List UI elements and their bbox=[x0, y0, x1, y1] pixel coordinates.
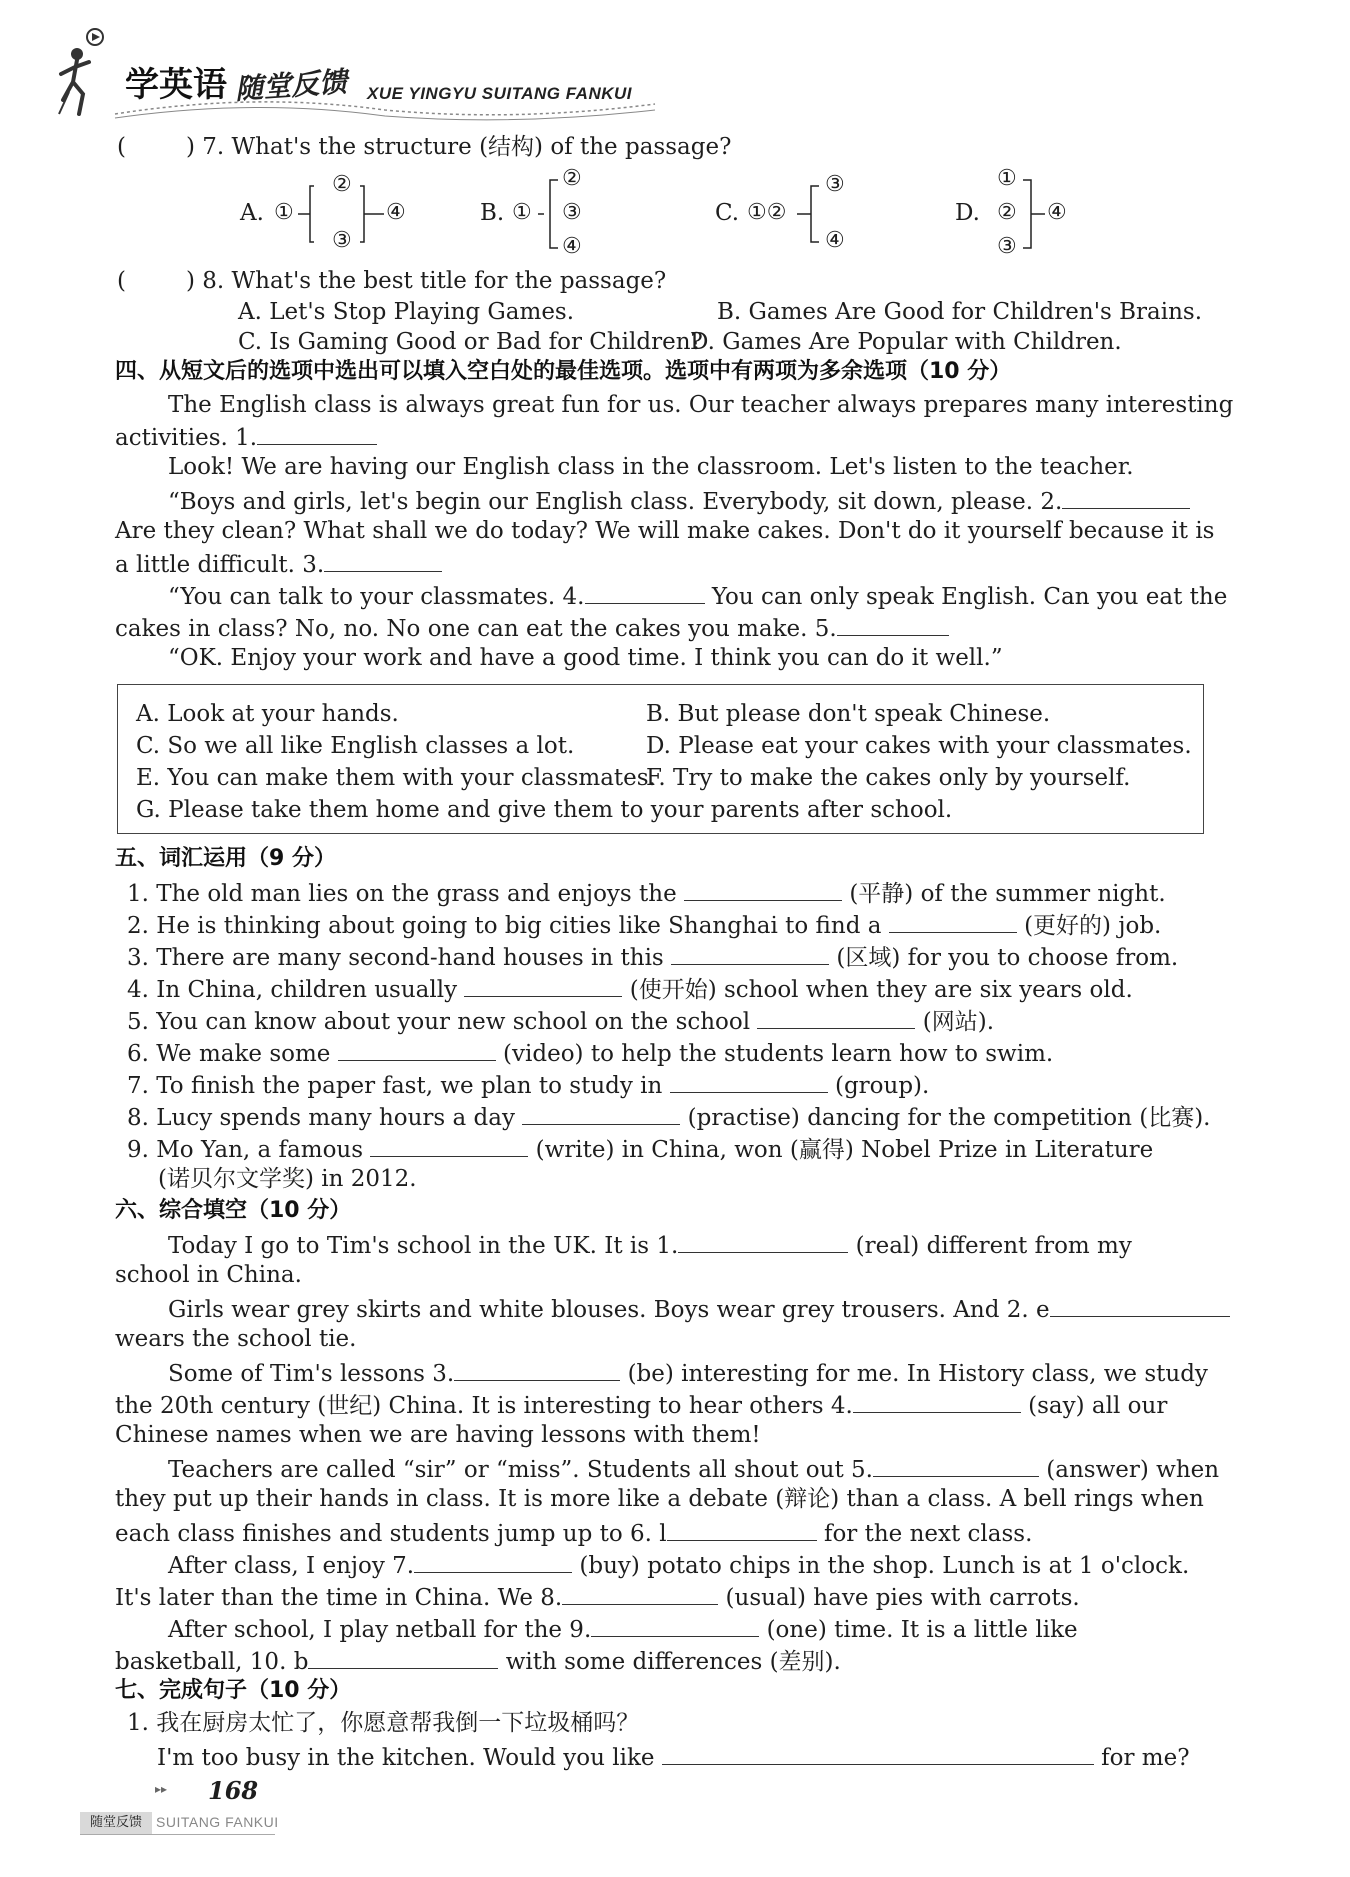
s5-item-9: 9. Mo Yan, a famous (write) in China, won (赢得) Nobel Prize in Literature bbox=[127, 1132, 1153, 1165]
question-8-text: 8. What's the best title for the passage? bbox=[202, 268, 667, 294]
s6-line-11: After class, I enjoy 7. (buy) potato chips in the shop. Lunch is at 1 o'clock. bbox=[168, 1548, 1189, 1581]
s5-blank-2[interactable] bbox=[889, 908, 1017, 933]
s4-para-1b: activities. 1. bbox=[115, 420, 377, 453]
s6-line-8: Teachers are called “sir” or “miss”. Students all shout out 5. (answer) when bbox=[168, 1452, 1219, 1485]
s6-line-5: Some of Tim's lessons 3. (be) interesting for me. In History class, we study bbox=[168, 1356, 1208, 1389]
q8-option-d: D. Games Are Popular with Children. bbox=[690, 329, 1122, 355]
option-g: G. Please take them home and give them to your parents after school. bbox=[136, 797, 953, 823]
s6-blank-1[interactable] bbox=[678, 1228, 848, 1253]
s6-blank-8[interactable] bbox=[562, 1580, 718, 1605]
page-arrow-icon: ▸▸ bbox=[155, 1782, 168, 1796]
s4-para-5: “OK. Enjoy your work and have a good time. I think you can do it well.” bbox=[168, 645, 1003, 671]
s6-line-1: Today I go to Tim's school in the UK. It is 1. (real) different from my bbox=[168, 1228, 1132, 1261]
s6-line-13: After school, I play netball for the 9. (one) time. It is a little like bbox=[168, 1612, 1078, 1645]
s4-para-2: Look! We are having our English class in the classroom. Let's listen to the teacher. bbox=[168, 454, 1134, 480]
section-6-heading: 六、综合填空（10 分） bbox=[115, 1198, 352, 1223]
option-f: F. Try to make the cakes only by yourself. bbox=[646, 765, 1131, 791]
q8-option-b: B. Games Are Good for Children's Brains. bbox=[717, 299, 1203, 325]
question-7-text: 7. What's the structure (结构) of the passage? bbox=[202, 134, 732, 160]
page-number: 168 bbox=[208, 1776, 259, 1805]
q8-option-c: C. Is Gaming Good or Bad for Children? bbox=[238, 329, 703, 355]
q7-option-b: B. ① ② ③ ④ bbox=[480, 166, 582, 259]
s6-blank-6[interactable] bbox=[667, 1516, 817, 1541]
s6-line-14: basketball, 10. b with some differences (差别). bbox=[115, 1644, 841, 1677]
s6-blank-2[interactable] bbox=[1050, 1292, 1230, 1317]
s5-item-2: 2. He is thinking about going to big cities like Shanghai to find a (更好的) job. bbox=[127, 908, 1161, 941]
s5-blank-8[interactable] bbox=[522, 1100, 680, 1125]
s4-para-1a: The English class is always great fun for us. Our teacher always prepares many interesting bbox=[168, 392, 1234, 418]
section-5-heading: 五、词汇运用（9 分） bbox=[115, 846, 336, 871]
q7-option-a: A. ① ② ③ ④ bbox=[240, 172, 406, 253]
s6-blank-9[interactable] bbox=[591, 1612, 759, 1637]
section-7-heading: 七、完成句子（10 分） bbox=[115, 1678, 352, 1703]
s4-blank-1[interactable] bbox=[257, 420, 377, 445]
s6-line-10: each class finishes and students jump up to 6. l for the next class. bbox=[115, 1516, 1032, 1549]
question-7: ( ) 7. What's the structure (结构) of the passage? bbox=[117, 134, 732, 160]
s5-item-4: 4. In China, children usually (使开始) school when they are six years old. bbox=[127, 972, 1133, 1005]
s5-item-1: 1. The old man lies on the grass and enjoys the (平静) of the summer night. bbox=[127, 876, 1166, 909]
footer-label: 随堂反馈 bbox=[80, 1812, 152, 1834]
page-header bbox=[55, 22, 695, 127]
s5-blank-1[interactable] bbox=[684, 876, 842, 901]
question-8: ( ) 8. What's the best title for the passage? bbox=[117, 268, 667, 294]
s5-item-8: 8. Lucy spends many hours a day (practise) dancing for the competition (比赛). bbox=[127, 1100, 1210, 1133]
s5-item-6: 6. We make some (video) to help the students learn how to swim. bbox=[127, 1036, 1053, 1069]
s6-line-7: Chinese names when we are having lessons with them! bbox=[115, 1422, 761, 1448]
s4-blank-4[interactable] bbox=[585, 579, 705, 604]
s4-para-4b: cakes in class? No, no. No one can eat the cakes you make. 5. bbox=[115, 611, 949, 644]
footer-english: SUITANG FANKUI bbox=[156, 1814, 279, 1830]
q8-option-a: A. Let's Stop Playing Games. bbox=[238, 299, 575, 325]
s7-q1-chinese: 1. 我在厨房太忙了，你愿意帮我倒一下垃圾桶吗？ bbox=[127, 1710, 640, 1736]
header-subtitle: 随堂反馈 bbox=[234, 65, 349, 106]
s5-blank-6[interactable] bbox=[338, 1036, 496, 1061]
option-a: A. Look at your hands. bbox=[136, 701, 399, 727]
s4-blank-3[interactable] bbox=[324, 547, 442, 572]
s5-blank-4[interactable] bbox=[464, 972, 622, 997]
header-title: 学英语 bbox=[125, 65, 227, 105]
s6-line-6: the 20th century (世纪) China. It is interesting to hear others 4. (say) all our bbox=[115, 1388, 1167, 1421]
s6-line-9: they put up their hands in class. It is more like a debate (辩论) than a class. A bell rings when bbox=[115, 1486, 1204, 1512]
s4-para-4a: “You can talk to your classmates. 4. You can only speak English. Can you eat the bbox=[168, 579, 1227, 612]
s4-para-3a: “Boys and girls, let's begin our English class. Everybody, sit down, please. 2. bbox=[168, 484, 1190, 517]
s6-blank-4[interactable] bbox=[853, 1388, 1021, 1413]
s5-item-5: 5. You can know about your new school on the school (网站). bbox=[127, 1004, 994, 1037]
s6-blank-5[interactable] bbox=[873, 1452, 1039, 1477]
s7-blank-1[interactable] bbox=[662, 1740, 1094, 1765]
s6-line-2: school in China. bbox=[115, 1262, 302, 1288]
section-4-heading: 四、从短文后的选项中选出可以填入空白处的最佳选项。选项中有两项为多余选项（10 分） bbox=[115, 359, 1012, 384]
s5-blank-7[interactable] bbox=[670, 1068, 828, 1093]
s6-line-12: It's later than the time in China. We 8. (usual) have pies with carrots. bbox=[115, 1580, 1080, 1613]
s5-item-7: 7. To finish the paper fast, we plan to study in (group). bbox=[127, 1068, 929, 1101]
option-b: B. But please don't speak Chinese. bbox=[646, 701, 1051, 727]
q7-option-c: C. ①② ③ ④ bbox=[715, 172, 845, 253]
s6-blank-3[interactable] bbox=[454, 1356, 620, 1381]
q7-option-d: D. ① ② ③ ④ bbox=[955, 166, 1067, 259]
s6-blank-10[interactable] bbox=[308, 1644, 498, 1669]
s5-blank-3[interactable] bbox=[671, 940, 829, 965]
s5-item-3: 3. There are many second-hand houses in this (区域) for you to choose from. bbox=[127, 940, 1178, 973]
header-english: XUE YINGYU SUITANG FANKUI bbox=[367, 84, 633, 103]
option-c: C. So we all like English classes a lot. bbox=[136, 733, 575, 759]
s5-blank-9[interactable] bbox=[370, 1132, 528, 1157]
s5-item-9b: (诺贝尔文学奖) in 2012. bbox=[158, 1166, 417, 1192]
s5-blank-5[interactable] bbox=[757, 1004, 915, 1029]
s7-q1-english: I'm too busy in the kitchen. Would you like for me? bbox=[157, 1740, 1190, 1773]
s6-line-4: wears the school tie. bbox=[115, 1326, 357, 1352]
s4-para-3c: a little difficult. 3. bbox=[115, 547, 442, 580]
options-box bbox=[117, 684, 1204, 834]
s4-blank-5[interactable] bbox=[837, 611, 949, 636]
footer-divider bbox=[80, 1834, 275, 1835]
s6-line-3: Girls wear grey skirts and white blouses. Boys wear grey trousers. And 2. e bbox=[168, 1292, 1230, 1325]
option-e: E. You can make them with your classmates. bbox=[136, 765, 656, 791]
s6-blank-7[interactable] bbox=[414, 1548, 572, 1573]
s4-para-3b: Are they clean? What shall we do today? We will make cakes. Don't do it yourself because it is bbox=[115, 518, 1215, 544]
option-d: D. Please eat your cakes with your classmates. bbox=[646, 733, 1192, 759]
s4-blank-2[interactable] bbox=[1062, 484, 1190, 509]
